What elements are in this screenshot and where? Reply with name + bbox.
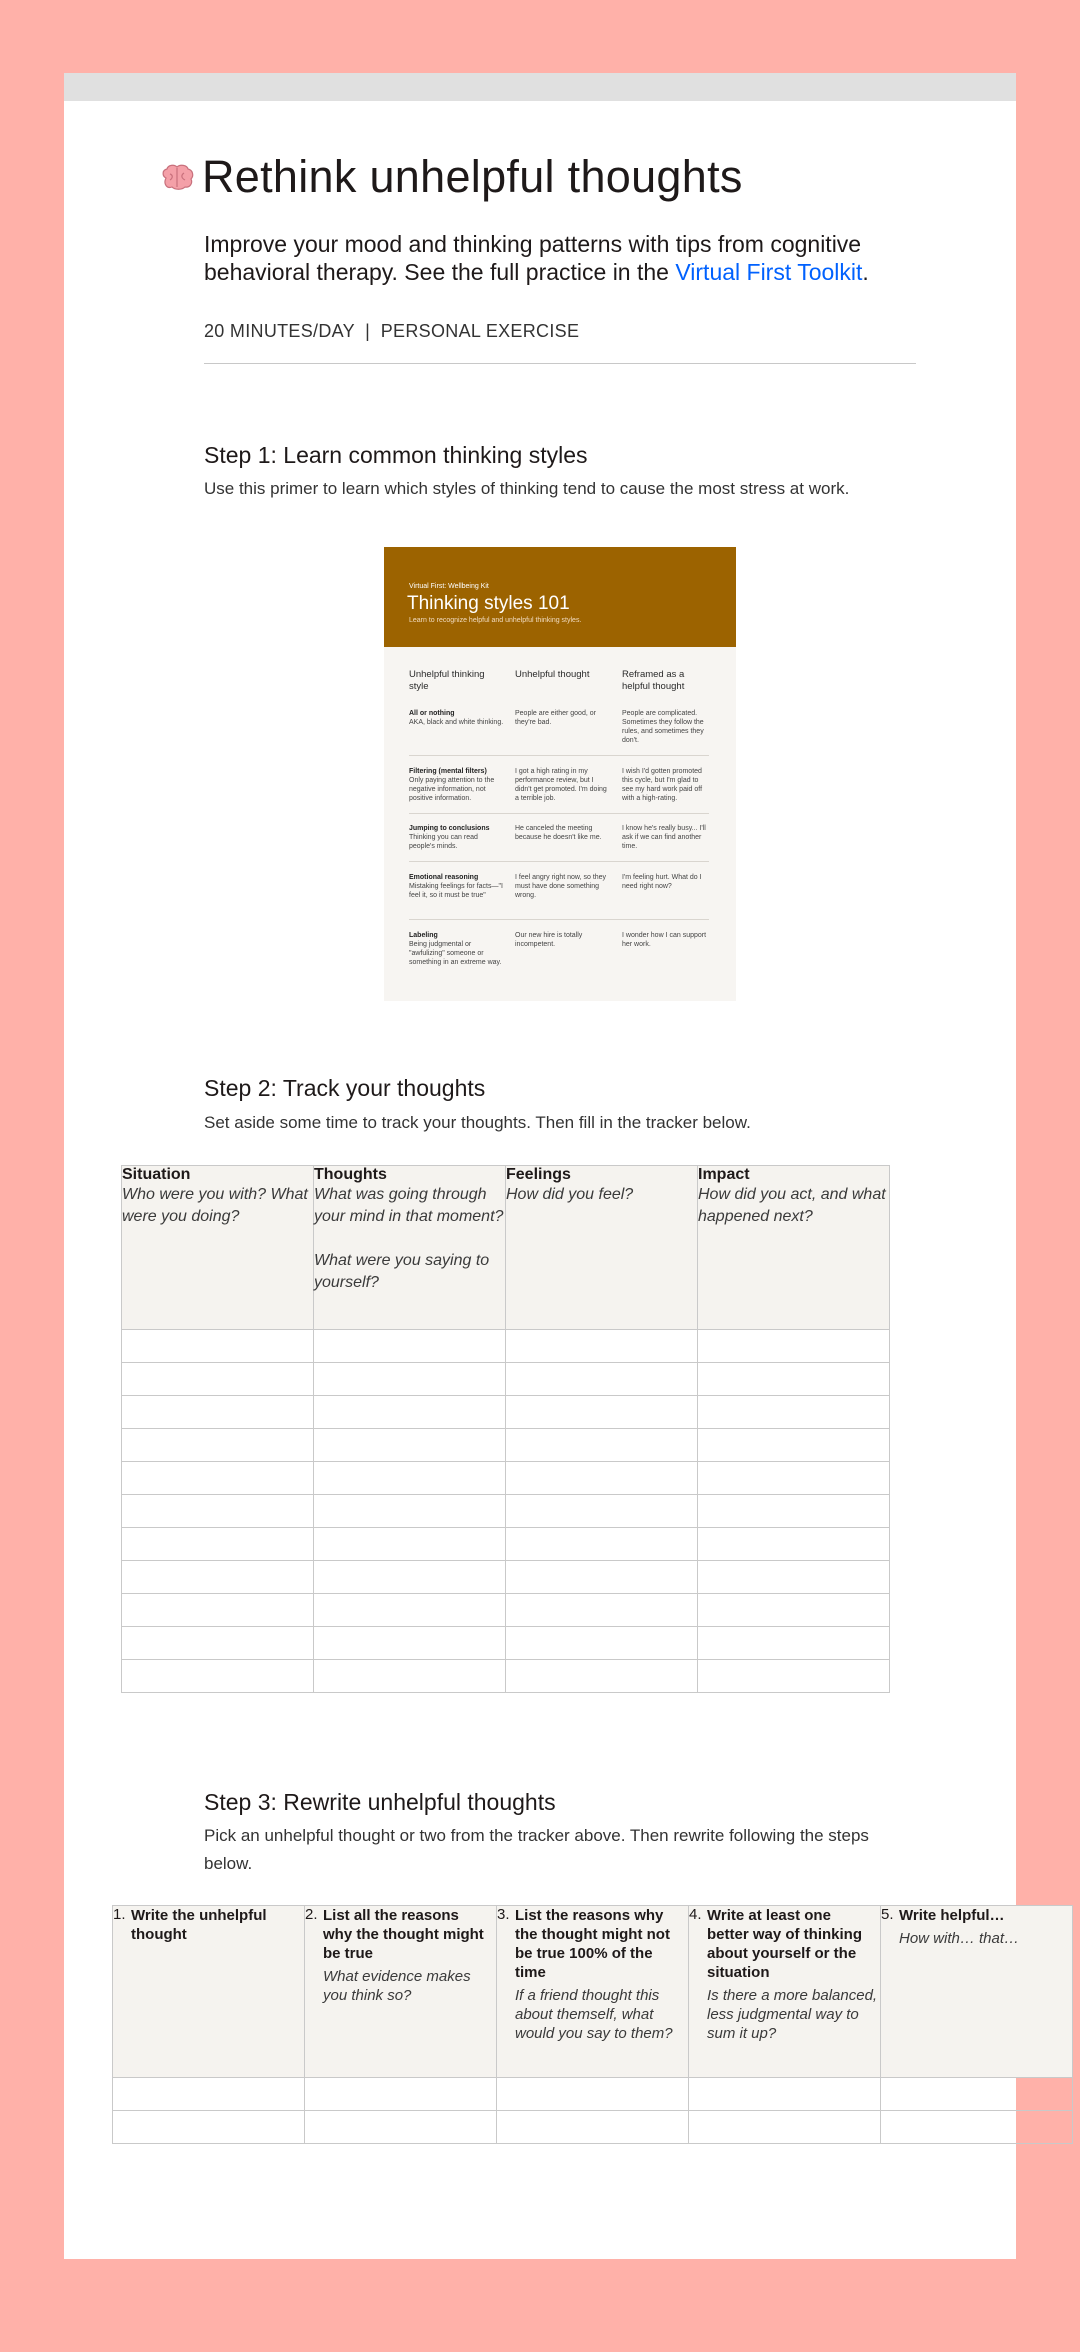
table-cell[interactable] — [698, 1396, 890, 1429]
table-cell[interactable] — [113, 2078, 305, 2111]
table-row — [122, 1528, 890, 1561]
tracker-col-feelings — [506, 1166, 698, 1330]
intro-period: . — [862, 259, 869, 285]
intro-text — [204, 230, 924, 286]
table-cell[interactable] — [122, 1462, 314, 1495]
table-cell[interactable] — [698, 1462, 890, 1495]
table-row — [122, 1429, 890, 1462]
table-cell[interactable] — [314, 1330, 506, 1363]
col-number: 4. — [689, 1906, 702, 1923]
tracker-col-impact — [698, 1166, 890, 1330]
row-unhelpful: He canceled the meeting because he doesn't like me. — [515, 825, 602, 841]
card-divider — [409, 813, 709, 814]
col-prompt: Is there a more balanced, less judgmental way to sum it up? — [707, 1987, 878, 2042]
col-prompt: What evidence makes you think so? — [323, 1968, 471, 2004]
rewrite-col-4 — [689, 1906, 881, 2078]
table-cell[interactable] — [698, 1660, 890, 1693]
table-cell[interactable] — [689, 2078, 881, 2111]
card-divider — [409, 919, 709, 920]
document-page — [64, 73, 1020, 2259]
row-helpful: I wish I'd gotten promoted this cycle, but I'm glad to see my hard work paid off with a high-rating. — [622, 768, 703, 802]
step3-text: Pick an unhelpful thought or two from the tracker above. Then rewrite following the steps below. — [204, 1826, 869, 1873]
table-cell[interactable] — [698, 1627, 890, 1660]
page-title: Rethink unhelpful thoughts — [202, 151, 743, 202]
table-cell[interactable] — [698, 1561, 890, 1594]
table-cell[interactable] — [314, 1363, 506, 1396]
tracker-col-situation — [122, 1166, 314, 1330]
col-title: Thoughts — [314, 1166, 387, 1183]
card-kit-label: Virtual First: Wellbeing Kit — [409, 583, 489, 590]
table-cell[interactable] — [122, 1627, 314, 1660]
top-bar — [64, 73, 1016, 101]
table-cell[interactable] — [305, 2078, 497, 2111]
table-cell[interactable] — [506, 1330, 698, 1363]
rewrite-col-3 — [497, 1906, 689, 2078]
table-row — [122, 1462, 890, 1495]
table-cell[interactable] — [314, 1627, 506, 1660]
table-row — [122, 1627, 890, 1660]
table-cell[interactable] — [314, 1594, 506, 1627]
col-title: Feelings — [506, 1166, 571, 1183]
col-prompt-2: What were you saying to yourself? — [314, 1252, 490, 1291]
intro-body: Improve your mood and thinking patterns with tips from cognitive behavioral therapy. See the full practice in the — [204, 231, 862, 285]
col-prompt: Who were you with? What were you doing? — [122, 1186, 308, 1225]
divider — [204, 363, 916, 364]
table-cell[interactable] — [122, 1660, 314, 1693]
tracker-header-row — [122, 1166, 890, 1330]
col-prompt: How with… that… — [899, 1930, 1020, 1947]
table-cell[interactable] — [122, 1396, 314, 1429]
tracker-col-thoughts — [314, 1166, 506, 1330]
table-cell[interactable] — [314, 1429, 506, 1462]
table-cell[interactable] — [506, 1594, 698, 1627]
row-desc: Thinking you can read people's minds. — [409, 834, 478, 850]
card-col-style: Unhelpful thinking style — [409, 669, 485, 692]
table-row — [122, 1396, 890, 1429]
table-cell[interactable] — [506, 1429, 698, 1462]
col-prompt: What was going through your mind in that moment? — [314, 1186, 504, 1225]
col-title: Write the unhelpful thought — [131, 1907, 267, 1943]
step2-text: Set aside some time to track your thoughts. Then fill in the tracker below. — [204, 1113, 751, 1132]
row-style: Filtering (mental filters) — [409, 768, 487, 775]
table-cell[interactable] — [122, 1363, 314, 1396]
col-number: 5. — [881, 1906, 894, 1923]
col-title: Write helpful… — [899, 1907, 1005, 1924]
step1-text: Use this primer to learn which styles of thinking tend to cause the most stress at work. — [204, 479, 850, 498]
card-col-unhelpful: Unhelpful thought — [515, 669, 590, 680]
table-cell[interactable] — [698, 1429, 890, 1462]
table-cell[interactable] — [122, 1528, 314, 1561]
table-cell[interactable] — [305, 2111, 497, 2144]
col-title: Write at least one better way of thinking about yourself or the situation — [707, 1907, 863, 1981]
table-cell[interactable] — [506, 1627, 698, 1660]
row-helpful: I wonder how I can support her work. — [622, 932, 707, 948]
row-unhelpful: People are either good, or they're bad. — [515, 710, 596, 726]
table-row — [122, 1594, 890, 1627]
table-row — [122, 1330, 890, 1363]
table-cell[interactable] — [506, 1528, 698, 1561]
row-helpful: People are complicated. Sometimes they follow the rules, and sometimes they don't. — [622, 710, 704, 744]
row-desc: Only paying attention to the negative information, not positive information. — [409, 777, 495, 802]
col-title: Impact — [698, 1166, 750, 1183]
table-cell[interactable] — [314, 1561, 506, 1594]
thought-tracker-table — [121, 1165, 890, 1693]
step1-heading: Step 1: Learn common thinking styles — [204, 442, 588, 468]
table-row — [113, 2111, 1073, 2144]
table-cell[interactable] — [506, 1396, 698, 1429]
table-cell[interactable] — [506, 1660, 698, 1693]
col-title: Situation — [122, 1166, 191, 1183]
table-cell[interactable] — [122, 1495, 314, 1528]
col-number: 3. — [497, 1906, 510, 1923]
row-unhelpful: Our new hire is totally incompetent. — [515, 932, 583, 948]
table-cell[interactable] — [698, 1594, 890, 1627]
col-title: List all the reasons why the thought might be true — [323, 1907, 484, 1962]
col-prompt: How did you feel? — [506, 1186, 634, 1203]
rewrite-table-viewport[interactable] — [112, 1905, 1020, 2225]
row-unhelpful: I got a high rating in my performance review, but I didn't get promoted. I'm doing a terrible job. — [515, 768, 607, 802]
col-prompt: If a friend thought this about themself, what would you say to them? — [515, 1987, 673, 2042]
table-cell[interactable] — [506, 1561, 698, 1594]
card-subtitle: Learn to recognize helpful and unhelpful thinking styles. — [409, 617, 582, 624]
table-cell[interactable] — [698, 1330, 890, 1363]
col-number: 2. — [305, 1906, 318, 1923]
col-number: 1. — [113, 1906, 126, 1923]
rewrite-col-2 — [305, 1906, 497, 2078]
row-style: Labeling — [409, 932, 438, 939]
row-unhelpful: I feel angry right now, so they must have done something wrong. — [515, 874, 607, 899]
thinking-styles-card — [384, 547, 736, 1001]
table-row — [122, 1363, 890, 1396]
row-helpful: I know he's really busy... I'll ask if we can find another time. — [622, 825, 706, 850]
table-row — [113, 2078, 1073, 2111]
table-cell[interactable] — [698, 1363, 890, 1396]
title-row — [160, 151, 743, 203]
table-cell[interactable] — [314, 1660, 506, 1693]
table-cell[interactable] — [122, 1594, 314, 1627]
virtual-first-toolkit-link[interactable]: Virtual First Toolkit — [675, 259, 863, 285]
table-cell[interactable] — [506, 1363, 698, 1396]
table-cell[interactable] — [881, 2078, 1073, 2111]
table-cell[interactable] — [314, 1495, 506, 1528]
card-title: Thinking styles 101 — [407, 593, 570, 614]
exercise-meta: 20 MINUTES/DAY | PERSONAL EXERCISE — [204, 321, 580, 341]
step3-heading: Step 3: Rewrite unhelpful thoughts — [204, 1789, 556, 1815]
rewrite-col-1 — [113, 1906, 305, 2078]
table-cell[interactable] — [506, 1495, 698, 1528]
table-cell[interactable] — [881, 2111, 1073, 2144]
step2-heading: Step 2: Track your thoughts — [204, 1075, 486, 1101]
row-desc: AKA, black and white thinking. — [409, 719, 504, 726]
card-divider — [409, 755, 709, 756]
table-cell[interactable] — [497, 2078, 689, 2111]
table-row — [122, 1660, 890, 1693]
table-row — [122, 1561, 890, 1594]
rewrite-col-5 — [881, 1906, 1073, 2078]
table-cell[interactable] — [314, 1528, 506, 1561]
row-style: All or nothing — [409, 710, 455, 717]
col-prompt: How did you act, and what happened next? — [698, 1186, 886, 1225]
row-desc: Being judgmental or "awfulizing" someone or something in an extreme way. — [409, 941, 502, 966]
row-style: Emotional reasoning — [409, 874, 479, 881]
row-helpful: I'm feeling hurt. What do I need right now? — [622, 874, 702, 890]
card-col-helpful: Reframed as a helpful thought — [622, 669, 685, 692]
table-cell[interactable] — [113, 2111, 305, 2144]
card-divider — [409, 861, 709, 862]
table-cell[interactable] — [698, 1495, 890, 1528]
table-cell[interactable] — [122, 1429, 314, 1462]
table-cell[interactable] — [122, 1561, 314, 1594]
table-cell[interactable] — [689, 2111, 881, 2144]
rewrite-thoughts-table — [112, 1905, 1073, 2144]
table-cell[interactable] — [698, 1528, 890, 1561]
table-cell[interactable] — [497, 2111, 689, 2144]
table-row — [122, 1495, 890, 1528]
row-desc: Mistaking feelings for facts—"I feel it, so it must be true" — [409, 883, 503, 899]
col-title: List the reasons why the thought might not be true 100% of the time — [515, 1907, 670, 1981]
table-cell[interactable] — [506, 1462, 698, 1495]
row-style: Jumping to conclusions — [409, 825, 490, 832]
table-cell[interactable] — [122, 1330, 314, 1363]
rewrite-header-row — [113, 1906, 1073, 2078]
table-cell[interactable] — [314, 1396, 506, 1429]
brain-icon — [160, 162, 196, 192]
table-cell[interactable] — [314, 1462, 506, 1495]
card-header — [384, 547, 736, 647]
